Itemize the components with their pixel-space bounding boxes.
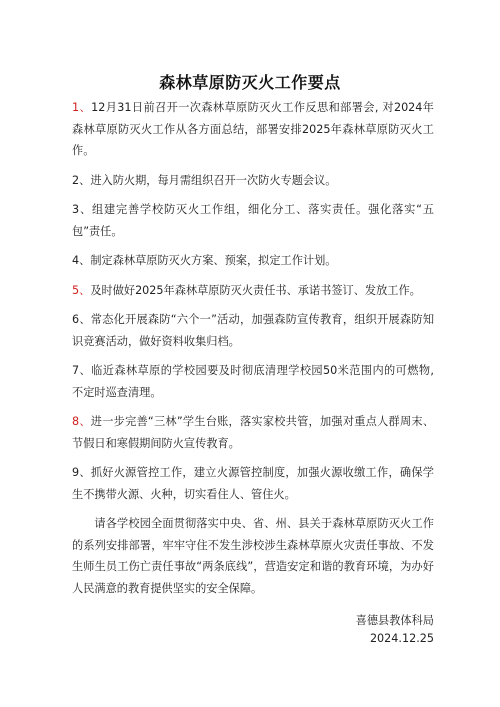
item-text: 12月31日前召开一次森林草原防灭火工作反思和部署会, 对2024年森林草原防灭火工作从各方面总结，部署安排2025年森林草原防灭火工作。 (72, 101, 434, 157)
signature-org: 喜德县教体科局 (355, 614, 434, 627)
item-number: 4、 (72, 254, 91, 267)
item-number: 5、 (72, 283, 91, 297)
list-item (72, 360, 434, 403)
list-item (72, 462, 434, 505)
item-text: 进入防火期，每月需组织召开一次防火专题会议。 (90, 173, 337, 187)
item-text: 临近森林草原的学校园要及时彻底清理学校园50米范围内的可燃物, 不定时巡查清理。 (72, 364, 434, 399)
list-item (72, 411, 434, 454)
item-text: 制定森林草原防灭火方案、预案，拟定工作计划。 (90, 254, 337, 267)
item-number: 9、 (72, 466, 91, 479)
signature-block (356, 612, 434, 648)
document-body (72, 97, 434, 599)
list-item (72, 97, 434, 162)
item-text: 及时做好2025年森林草原防灭火责任书、承诺书签订、发放工作。 (90, 283, 421, 297)
item-text: 组建完善学校防灭火工作组，细化分工、落实责任。强化落实“五包”责任。 (72, 203, 434, 238)
list-item (72, 170, 434, 192)
signature-date: 2024.12.25 (369, 632, 434, 645)
item-number: 3、 (72, 203, 92, 216)
item-list (72, 97, 434, 505)
item-text: 常态化开展森防“六个一”活动，加强森防宣传教育，组织开展森防知识竞赛活动，做好资料收集归档。 (72, 313, 435, 348)
item-number: 1、 (72, 101, 92, 114)
item-text: 抓好火源管控工作，建立火源管控制度，加强火源收缴工作，确保学生不携带火源、火种，切实看住人、管住火。 (72, 466, 434, 501)
item-text: 进一步完善“三林”学生台账，落实家校共管，加强对重点人群周末、节假日和寒假期间防火宣传教育。 (72, 415, 435, 450)
list-item (72, 250, 434, 272)
document-title: 森林草原防灭火工作要点 (159, 73, 341, 92)
item-number: 7、 (72, 364, 92, 377)
list-item (72, 199, 434, 242)
item-number: 2、 (72, 173, 91, 187)
item-number: 6、 (72, 313, 91, 326)
list-item (72, 280, 434, 302)
list-item (72, 309, 434, 352)
item-number: 8、 (72, 415, 91, 428)
closing-paragraph: 请各学校园全面贯彻落实中央、省、州、县关于森林草原防灭火工作的系列安排部署，牢牢守住不发生涉校涉生森林草原火灾责任事故、不发生师生员工伤亡责任事故“两条底线”，营造安定和谐的教育环境，为办好人民满意的教育提供坚实的安全保障。 (72, 517, 434, 595)
